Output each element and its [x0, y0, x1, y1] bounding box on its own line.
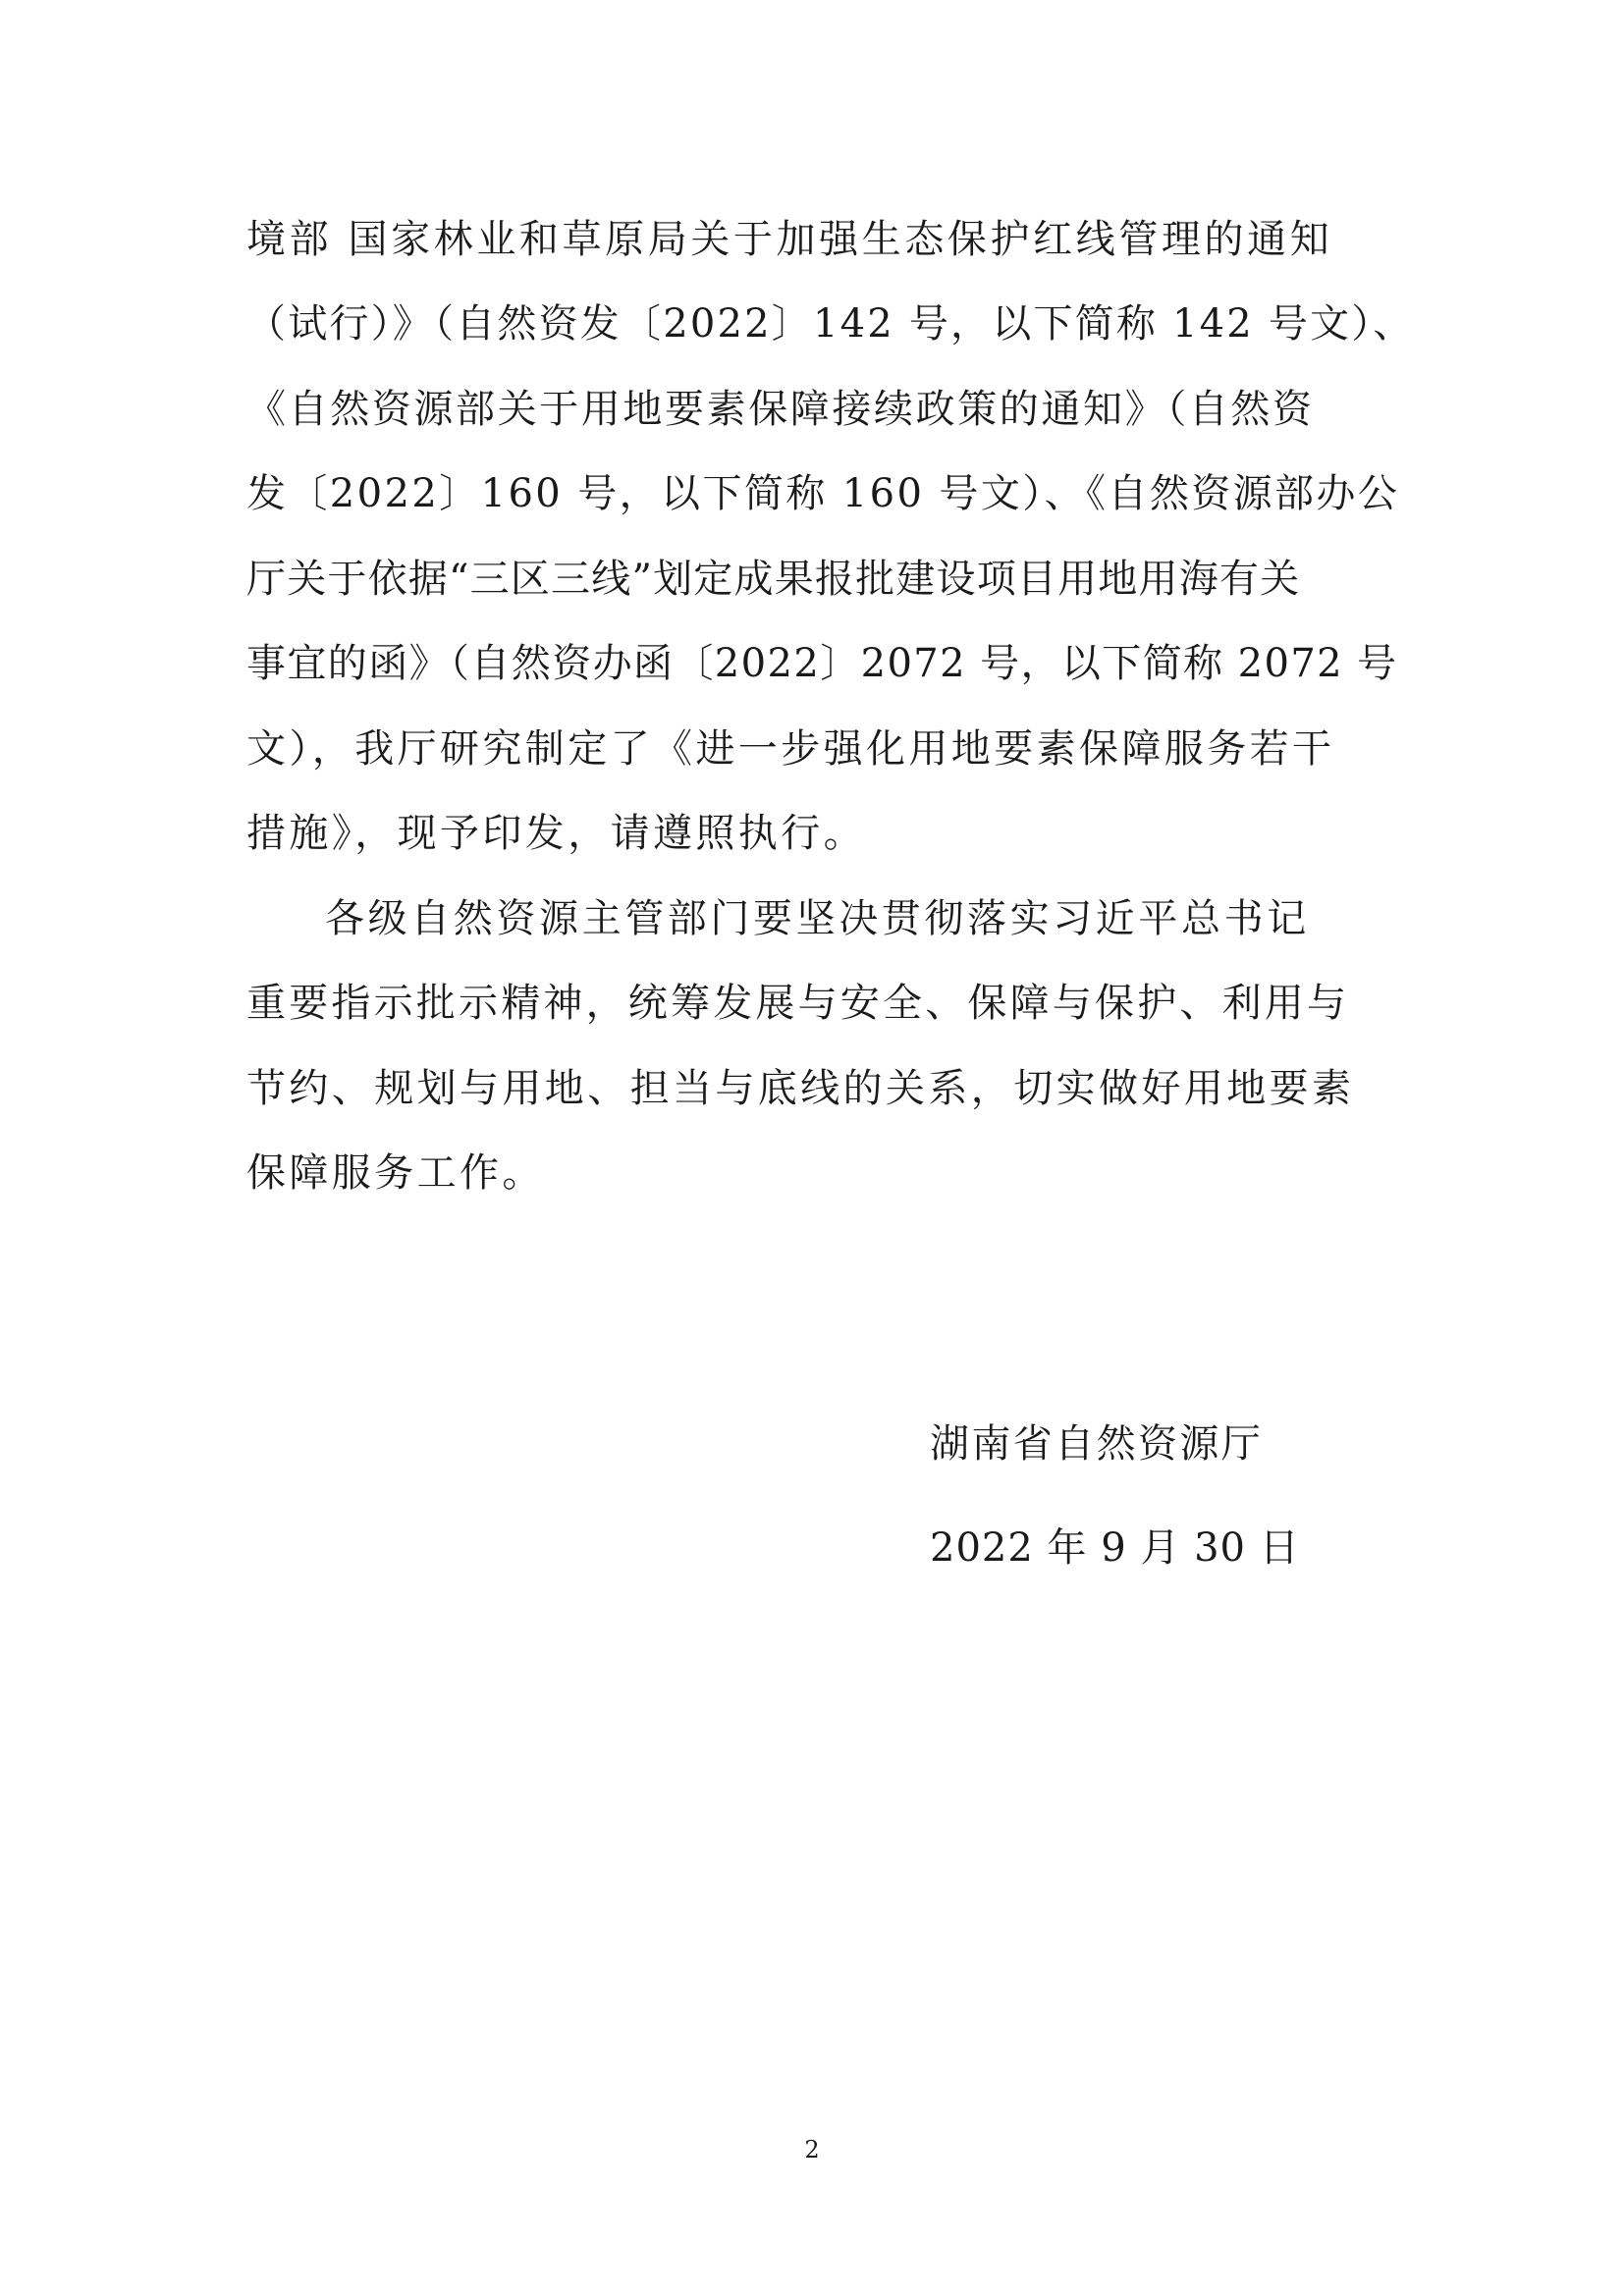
page-number: 2	[804, 2136, 820, 2163]
text-line: 各级自然资源主管部门要坚决贯彻落实习近平总书记	[325, 896, 1310, 941]
text-line: 措施》，现予印发，请遵照执行。	[246, 811, 866, 856]
signature-date: 2022 年 9 月 30 日	[930, 1525, 1300, 1571]
signature-organization: 湖南省自然资源厅	[930, 1421, 1264, 1467]
text-line: 事宜的函》（自然资办函〔2022〕2072 号，以下简称 2072 号	[246, 641, 1398, 686]
text-line: （试行）》（自然资发〔2022〕142 号，以下简称 142 号文）、	[246, 301, 1415, 347]
text-line: 境部 国家林业和草原局关于加强生态保护红线管理的通知	[246, 217, 1333, 262]
text-line: 厅关于依据“三区三线”划定成果报批建设项目用地用海有关	[246, 557, 1301, 602]
text-line: 保障服务工作。	[246, 1150, 545, 1196]
text-line: 重要指示批示精神，统筹发展与安全、保障与保护、利用与	[246, 981, 1350, 1026]
text-line: 发〔2022〕160 号，以下简称 160 号文）、《自然资源部办公	[246, 471, 1400, 516]
text-line: 文），我厅研究制定了《进一步强化用地要素保障服务若干	[246, 726, 1335, 772]
text-line: 《自然资源部关于用地要素保障接续政策的通知》（自然资	[246, 387, 1315, 432]
text-line: 节约、规划与用地、担当与底线的关系，切实做好用地要素	[246, 1066, 1355, 1111]
